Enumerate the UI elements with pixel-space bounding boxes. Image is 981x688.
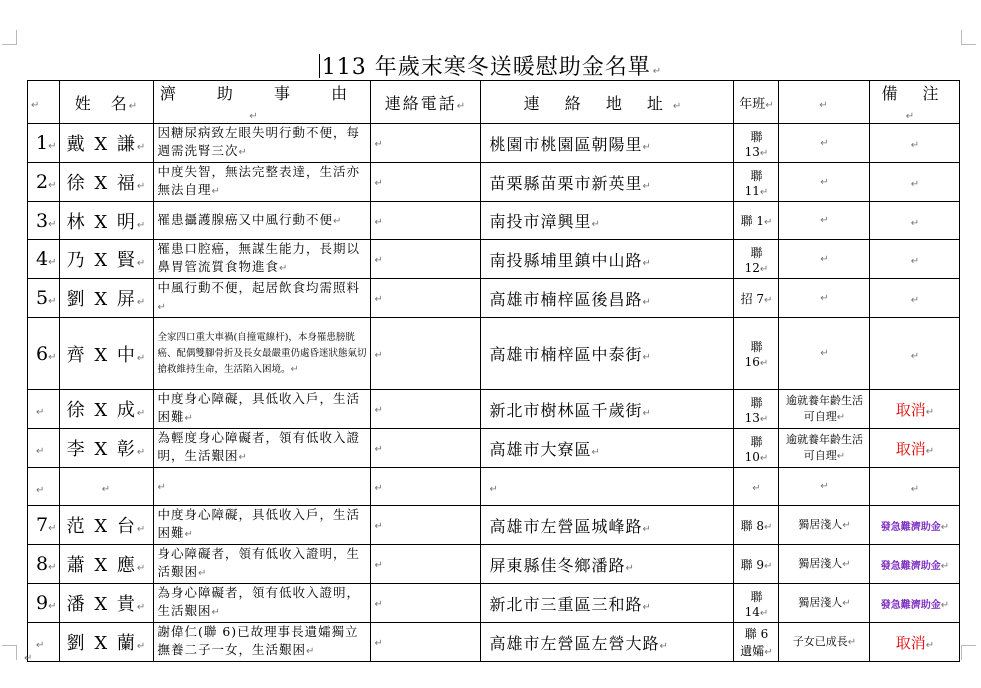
- cell-no[interactable]: 5↵: [28, 279, 60, 318]
- cell-address[interactable]: 苗栗縣苗栗市新英里↵: [481, 163, 734, 202]
- paragraph-mark: ↵: [24, 653, 33, 664]
- cell-phone[interactable]: ↵: [371, 202, 481, 240]
- header-cell-name[interactable]: 姓 名↵: [60, 81, 154, 124]
- cell-remark[interactable]: 發急難濟助金↵: [870, 584, 960, 623]
- cell-note[interactable]: ↵: [779, 124, 870, 163]
- cell-remark[interactable]: 取消↵: [870, 390, 960, 429]
- cell-remark[interactable]: ↵: [870, 202, 960, 240]
- cell-phone[interactable]: ↵: [371, 584, 481, 623]
- header-cell-note[interactable]: ↵: [779, 81, 870, 124]
- cell-class[interactable]: 聯 13↵: [734, 124, 779, 163]
- cell-address[interactable]: 南投市漳興里↵: [481, 202, 734, 240]
- cell-phone[interactable]: ↵: [371, 124, 481, 163]
- table-row: [28, 202, 960, 240]
- cell-remark[interactable]: 取消↵: [870, 623, 960, 662]
- cell-remark[interactable]: 發急難濟助金↵: [870, 545, 960, 584]
- cell-no[interactable]: 3↵: [28, 202, 60, 240]
- cell-reason[interactable]: 因糖尿病致左眼失明行動不便，每週需洗腎三次↵: [154, 124, 371, 163]
- cell-phone[interactable]: ↵: [371, 240, 481, 279]
- cell-address[interactable]: ↵: [481, 468, 734, 506]
- cell-remark[interactable]: 發急難濟助金↵: [870, 506, 960, 545]
- cell-reason[interactable]: 中度身心障礙，具低收入戶，生活困難↵: [154, 390, 371, 429]
- cell-note[interactable]: 獨居淺人↵: [779, 584, 870, 623]
- cell-class[interactable]: 聯 14↵: [734, 584, 779, 623]
- cell-note[interactable]: 獨居淺人↵: [779, 545, 870, 584]
- cell-note[interactable]: ↵: [779, 318, 870, 390]
- cell-name[interactable]: 蕭 X 應↵: [60, 545, 154, 584]
- cell-remark[interactable]: ↵: [870, 240, 960, 279]
- cell-reason[interactable]: 身心障礙者，領有低收入證明，生活艱困↵: [154, 545, 371, 584]
- paragraph-mark: ↵: [652, 66, 663, 77]
- cell-class[interactable]: 聯 8↵: [734, 506, 779, 545]
- cell-address[interactable]: 高雄市楠梓區中泰街↵: [481, 318, 734, 390]
- cell-phone[interactable]: ↵: [371, 163, 481, 202]
- cell-class[interactable]: 聯 9↵: [734, 545, 779, 584]
- header-cell-no[interactable]: ↵: [28, 81, 60, 124]
- cell-note[interactable]: ↵: [779, 202, 870, 240]
- cell-phone[interactable]: ↵: [371, 545, 481, 584]
- cell-remark[interactable]: ↵: [870, 163, 960, 202]
- cell-name[interactable]: 潘 X 貴↵: [60, 584, 154, 623]
- cell-note[interactable]: 逾就養年齡生活可自理↵: [779, 429, 870, 468]
- header-cell-remark[interactable]: 備 注↵: [870, 81, 960, 124]
- cell-reason[interactable]: 全家四口重大車禍(自撞電線杆)，本身罹患膀胱癌、配偶雙腳骨折及長女最嚴重仍處昏迷狀態氣切搶救維持生命，生活陷入困境。↵: [154, 318, 371, 390]
- cell-name[interactable]: 齊 X 中↵: [60, 318, 154, 390]
- cell-address[interactable]: 高雄市大寮區↵: [481, 429, 734, 468]
- table-row: [28, 124, 960, 163]
- cell-name[interactable]: 劉 X 屏↵: [60, 279, 154, 318]
- cell-name[interactable]: 徐 X 成↵: [60, 390, 154, 429]
- header-cell-reason[interactable]: 濟 助 事 由↵: [154, 81, 371, 124]
- table-row: [28, 163, 960, 202]
- cell-address[interactable]: 屏東縣佳冬鄉潘路↵: [481, 545, 734, 584]
- cell-no[interactable]: 6↵: [28, 318, 60, 390]
- cell-address[interactable]: 新北市樹林區千歲街↵: [481, 390, 734, 429]
- cell-name[interactable]: 劉 X 蘭↵: [60, 623, 154, 662]
- cell-class[interactable]: 聯 13↵: [734, 390, 779, 429]
- cell-address[interactable]: 高雄市左營區城峰路↵: [481, 506, 734, 545]
- title-text: 113 年歲末寒冬送暖慰助金名單: [321, 55, 651, 80]
- cell-phone[interactable]: ↵: [371, 318, 481, 390]
- cell-reason[interactable]: 罹患攝護腺癌又中風行動不便↵: [154, 202, 371, 240]
- cell-class[interactable]: 招 7↵: [734, 279, 779, 318]
- cell-no[interactable]: 2↵: [28, 163, 60, 202]
- table-row: [28, 623, 960, 662]
- cell-note[interactable]: ↵: [779, 279, 870, 318]
- cell-class[interactable]: 聯 12↵: [734, 240, 779, 279]
- cell-name[interactable]: ↵: [60, 468, 154, 506]
- page-corner-mark: [961, 30, 976, 45]
- cell-address[interactable]: 南投縣埔里鎮中山路↵: [481, 240, 734, 279]
- cell-reason[interactable]: 中度身心障礙，具低收入戶，生活困難↵: [154, 506, 371, 545]
- table-header-row: [28, 81, 960, 124]
- table-row: [28, 240, 960, 279]
- cell-remark[interactable]: 取消↵: [870, 429, 960, 468]
- cell-no[interactable]: 9↵: [28, 584, 60, 623]
- table-row: [28, 390, 960, 429]
- cell-no[interactable]: 8↵: [28, 545, 60, 584]
- cell-name[interactable]: 乃 X 賢↵: [60, 240, 154, 279]
- cell-address[interactable]: 桃園市桃園區朝陽里↵: [481, 124, 734, 163]
- table-row: [28, 429, 960, 468]
- cell-reason[interactable]: 為輕度身心障礙者，領有低收入證明，生活艱困↵: [154, 429, 371, 468]
- text-cursor: [319, 54, 320, 78]
- table-row: [28, 468, 960, 506]
- cell-phone[interactable]: ↵: [371, 623, 481, 662]
- header-cell-address[interactable]: 連 絡 地 址↵: [481, 81, 734, 124]
- cell-no[interactable]: ↵: [28, 390, 60, 429]
- cell-reason[interactable]: 中風行動不便，起居飲食均需照料↵: [154, 279, 371, 318]
- cell-class[interactable]: 聯 1↵: [734, 202, 779, 240]
- cell-no[interactable]: 1↵: [28, 124, 60, 163]
- cell-note[interactable]: ↵: [779, 163, 870, 202]
- cell-note[interactable]: 逾就養年齡生活可自理↵: [779, 390, 870, 429]
- cell-no[interactable]: 4↵: [28, 240, 60, 279]
- cell-remark[interactable]: ↵: [870, 279, 960, 318]
- cell-name[interactable]: 李 X 彰↵: [60, 429, 154, 468]
- cell-no[interactable]: ↵: [28, 623, 60, 662]
- table-row: [28, 279, 960, 318]
- header-cell-phone[interactable]: 連絡電話↵: [371, 81, 481, 124]
- cell-address[interactable]: 新北市三重區三和路↵: [481, 584, 734, 623]
- cell-class[interactable]: 聯 6 遺孀↵: [734, 623, 779, 662]
- table-row: [28, 318, 960, 390]
- cell-name[interactable]: 林 X 明↵: [60, 202, 154, 240]
- cell-note[interactable]: ↵: [779, 468, 870, 506]
- cell-remark[interactable]: ↵: [870, 318, 960, 390]
- cell-no[interactable]: ↵: [28, 429, 60, 468]
- page-corner-mark: [2, 645, 17, 660]
- cell-phone[interactable]: ↵: [371, 468, 481, 506]
- cell-class[interactable]: 聯 11↵: [734, 163, 779, 202]
- document-title[interactable]: [0, 50, 981, 81]
- cell-address[interactable]: 高雄市左營區左營大路↵: [481, 623, 734, 662]
- cell-phone[interactable]: ↵: [371, 506, 481, 545]
- header-cell-class[interactable]: 年班↵: [734, 81, 779, 124]
- recipient-table: [27, 80, 960, 662]
- cell-name[interactable]: 徐 X 福↵: [60, 163, 154, 202]
- table-row: [28, 545, 960, 584]
- table-row: [28, 506, 960, 545]
- cell-phone[interactable]: ↵: [371, 390, 481, 429]
- cell-note[interactable]: ↵: [779, 240, 870, 279]
- cell-reason[interactable]: 為身心障礙者，領有低收入證明，生活艱困↵: [154, 584, 371, 623]
- page-corner-mark: [961, 645, 976, 660]
- cell-remark[interactable]: ↵: [870, 124, 960, 163]
- cell-note[interactable]: 子女已成長↵: [779, 623, 870, 662]
- cell-reason[interactable]: ↵: [154, 468, 371, 506]
- cell-class[interactable]: 聯 16↵: [734, 318, 779, 390]
- cell-remark[interactable]: ↵: [870, 468, 960, 506]
- cell-reason[interactable]: 中度失智，無法完整表達，生活亦無法自理↵: [154, 163, 371, 202]
- cell-no[interactable]: ↵: [28, 468, 60, 506]
- cell-phone[interactable]: ↵: [371, 279, 481, 318]
- cell-reason[interactable]: 罹患口腔癌，無謀生能力，長期以鼻胃管流質食物進食↵: [154, 240, 371, 279]
- cell-phone[interactable]: ↵: [371, 429, 481, 468]
- cell-address[interactable]: 高雄市楠梓區後昌路↵: [481, 279, 734, 318]
- cell-class[interactable]: 聯 10↵: [734, 429, 779, 468]
- cell-class[interactable]: ↵: [734, 468, 779, 506]
- cell-note[interactable]: 獨居淺人↵: [779, 506, 870, 545]
- cell-no[interactable]: 7↵: [28, 506, 60, 545]
- cell-name[interactable]: 戴 X 謙↵: [60, 124, 154, 163]
- table-row: [28, 584, 960, 623]
- page-corner-mark: [2, 30, 17, 45]
- cell-reason[interactable]: 謝偉仁(聯 6)已故理事長遺孀獨立撫養二子一女，生活艱困↵: [154, 623, 371, 662]
- cell-name[interactable]: 范 X 台↵: [60, 506, 154, 545]
